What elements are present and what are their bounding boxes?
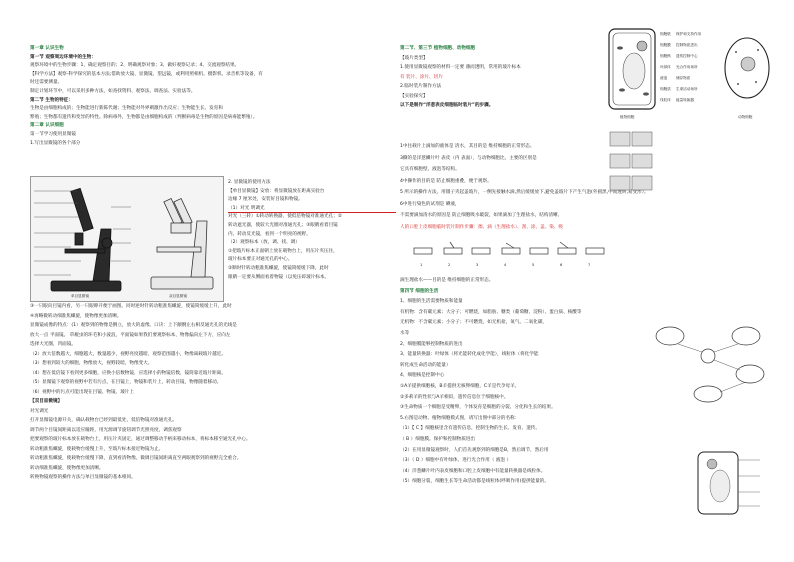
text-line: （2）放大倍数越大，细胞越大，数量越少，视野亮度越暗，观察范围越小，物像离载玻片越近。 xyxy=(30,351,226,357)
text-line: （6）视野中的污点可能出现在目镜、物镜、玻片上 xyxy=(30,389,134,395)
text-line: （4）洋葱鳞片叶内表皮细胞和口腔上皮细胞中有能量转换器是线粒体。 xyxy=(400,468,546,474)
text-line: 2. 显微镜的使用方法 xyxy=(228,180,271,185)
text-line: 第二节 生物的特征： xyxy=(30,97,73,103)
text-line: 显微镜成像的特点：(1）观察到的物像是倒立，放大的虚像。口诀：上下颠倒左右相反通光孔的光线是 xyxy=(30,323,237,328)
cell-part-label: 叶绿体 xyxy=(660,65,671,69)
text-line: （2）在用显微镜观察时，人们首先观察到的细胞是B，然后调节，然后用 xyxy=(400,447,549,453)
text-line: 把要观察的玻片标本放在载物台上，用压片夹固定，通过调整移动手柄来移动标本，将标本移至通光孔中心。 xyxy=(30,437,251,442)
text-line: 对光调光 xyxy=(30,408,49,414)
cell-part-function: 能量转换器 xyxy=(676,98,694,102)
bottom-cell-diagram xyxy=(690,448,770,520)
text-line: 边缘 7 厘米处，安装好目镜和物镜。 xyxy=(228,197,303,203)
text-line: 时还需要测量。 xyxy=(30,80,63,86)
step-number: 2 xyxy=(448,263,451,267)
text-line: 【实验探究】 xyxy=(400,93,428,99)
text-line: 6中进行染色的试剂是 碘液， xyxy=(400,201,460,207)
text-line: 观察环境中的生物步骤：1、确定观察目的；2、明确观察对象；3、做好观察记录；4、交流观察结果。 xyxy=(30,63,240,69)
microscope-figure xyxy=(30,176,224,302)
cell-part-label: 细胞壁 xyxy=(660,32,671,36)
text-line: ②顺时针转动粗准焦螺旋，使镜筒缓缓下降，此时 xyxy=(228,266,329,271)
cell-part-function: 遗传控制中心 xyxy=(676,54,698,58)
text-line: 4中操作的目的是 防止细胞重叠，便于观察。 xyxy=(400,178,492,184)
text-line: 1中往载片上滴加的液体是 清水，其目的是 维持细胞的正常形态。 xyxy=(400,144,535,149)
text-line: 转动遮光器，使较大光圈对准通光孔；③眼睛看着目镜 xyxy=(228,223,338,228)
text-line: （ B ）细胞膜。保护和控制物质进出 xyxy=(400,437,475,442)
step-number: 6 xyxy=(560,263,563,267)
text-line: ②多莉羊的性状与A羊相似，遗传信息位于细胞核中。 xyxy=(400,394,509,400)
text-line: 有机物：含有碳元素；大分子；可燃烧，如脂肪、糖类（葡萄糖、淀粉）、蛋白质、核酸等 xyxy=(400,309,582,315)
text-line: 【科学方法】观察-科学探究的基本方法;借助放大镜、显微镜、望远镜，或利用照相机、摄影机、录音机等设备，有 xyxy=(30,71,263,77)
step-number: 5 xyxy=(532,263,535,267)
animal-cell-caption: 动物细胞 xyxy=(738,115,753,119)
text-line: 转化成生命活动的能量） xyxy=(400,362,451,368)
text-line: 1.使用显微镜观察的材料一定要 薄而透明，常用的玻片标本 xyxy=(400,65,521,70)
text-line: 眼睛一定要从侧面看着物镜（以免压碎玻片标本。 xyxy=(228,274,330,280)
text-line: 2.临时装片制作方法 xyxy=(400,84,442,89)
text-line: 转动粗准焦螺旋，使载物台缓慢下降，直到看清物像。微调目镜间距离直至两眼观察到的视野完全重合。 xyxy=(30,456,242,461)
step-number: 7 xyxy=(588,263,591,267)
text-line: ①把玻片标本正面朝上放在载物台上，用压片夹压住， xyxy=(228,248,338,254)
text-line: 【单目显微镜】安放：将显微镜放在距离实验台 xyxy=(228,188,325,194)
text-line: ③一只眼向目镜内看，另一只眼睁开便于画图。同时逆时针转动粗准焦螺旋，使镜筒缓缓上升，此时 xyxy=(30,304,232,309)
text-line: （3）（ D ）细胞中有叶绿体，进行光合作用（ 液泡 ） xyxy=(400,458,512,464)
text-line: 第一章 认识生物 xyxy=(30,46,64,51)
text-line: 无机物：不含碳元素；小分子；不可燃烧，如无机盐、氧气、二氧化碳、 xyxy=(400,320,548,326)
text-line: （1）对光 明调光 xyxy=(228,206,396,213)
cell-part-label: 液泡 xyxy=(660,76,668,80)
text-line: 水等 xyxy=(400,331,410,336)
text-line: 第一节学习使用显微镜 xyxy=(30,132,76,137)
text-line: 有 装片、涂片、切片 xyxy=(400,74,443,80)
cheek-cell-steps-illustration xyxy=(410,240,610,262)
microscope-illustration xyxy=(31,177,223,301)
fig-caption-left: 单目显微镜 xyxy=(71,294,89,298)
text-line: 【双目显微镜】 xyxy=(30,399,63,404)
text-line: 不需要滴加清水的原因是 防止细胞吸水破裂，如果滴加了生理盐水，结构清晰。 xyxy=(400,213,563,218)
cell-part-function: 光合作用场所 xyxy=(676,65,698,69)
text-line: 制定计划环节中，可以采用多种方法，如查找资料、观察法、调查法、实验法等。 xyxy=(30,89,196,94)
text-line: 4、细胞核是控制中心 xyxy=(400,373,445,379)
text-line: 5.右图是动物、植物细胞模式图，请写出图中部分的名称： xyxy=(400,415,520,421)
text-line: 第二节、第三节 植物细胞、动物细胞 xyxy=(400,46,476,51)
text-line: 放大一点 平面镜。 草履虫的环毛和小波浪，平面镜如果我们要观察标本，物像偏向左下方，应向左 xyxy=(30,332,231,338)
text-line: 打开显微镜电源开关，确认载物台已经到最低处，低倍物镜对准通光孔。 xyxy=(30,418,178,423)
text-line: 第二章 认识细胞 xyxy=(30,123,64,129)
text-line: 【玻片类型】 xyxy=(400,55,428,61)
animal-cell-diagram xyxy=(722,34,772,102)
text-line: 3撕的是洋葱鳞片叶 表皮（内 表面），与动物细胞比，主要的区别是 xyxy=(400,155,537,161)
text-line: 3、能量转换器：叶绿体（将光能转化成化学能），线粒体（将化学能 xyxy=(400,352,539,358)
text-line: 它具有细胞壁、液泡等结构。 xyxy=(400,167,460,172)
text-line: 第一节 观察周边环境中的生物： xyxy=(30,54,96,60)
step-number: 1 xyxy=(420,263,423,267)
slide-step-images xyxy=(608,130,654,196)
text-line: 人的口腔上皮细胞临时装片制作步骤：擦、滴（生理盐水）、刮、涂、盖、染、吸 xyxy=(400,224,564,230)
text-line: 滴生理盐水——目的是 维持细胞的正常形态。 xyxy=(400,278,494,283)
text-line: 调节两个目镜间距离以适应瞳距，用光源调节旋钮调节光照亮度，调焦观察 xyxy=(30,427,182,433)
text-line: 转动粗准焦螺旋，使载物台缓慢上升，至玻片标本接近物镜为止。 xyxy=(30,446,164,452)
text-line: 转动细准焦螺旋，使物像更加清晰。 xyxy=(30,465,104,471)
text-line: 玻片标本要正对通光孔的中心。 xyxy=(228,257,293,263)
cell-part-label: 细胞膜 xyxy=(660,43,671,47)
text-line: 1.写出显微镜的各个部分 xyxy=(30,140,81,146)
text-line: 繁殖；生物都有遗传和变异的特性。除病毒外，生物都是由细胞构成的（判断病毒是生物的原因是病毒能繁殖）。 xyxy=(30,114,258,120)
text-line: （5）显微镜下观察的视野中若有污点，在目镜上，物镜和装片上，转动目镜，物像随着移动。 xyxy=(30,380,222,385)
cell-part-label: 细胞核 xyxy=(660,54,671,58)
text-line: 以下是制作“洋葱表皮细胞临时装片”的步骤。 xyxy=(400,103,494,108)
cell-part-label: 线粒体 xyxy=(660,98,671,102)
cell-part-label: 细胞质 xyxy=(660,87,671,91)
step-number: 3 xyxy=(476,263,479,267)
plant-cell-diagram xyxy=(606,26,658,114)
text-line: 5 所示的操作方法，用镊子夹起盖玻片，一侧先接触水滴,然后缓缓放下,避免盖玻片下产生气泡(外圆黑,中间透明,易变形）。 xyxy=(400,190,649,195)
cell-part-function: 生命活动场所 xyxy=(676,87,698,91)
cloning-diagram xyxy=(650,322,770,404)
text-line: ①A羊提供细胞核，B羊提供无核卵细胞，C羊是代孕母羊。 xyxy=(400,384,520,389)
text-line: 内，转动反光镜，看到一个明亮的视野。 xyxy=(228,231,311,237)
text-line: 2、细胞膜能够控制物质的进出 xyxy=(400,341,463,347)
text-line: （5）细胞分裂，细胞生长等生命活动都是线粒体(呼吸作用)提供能量的。 xyxy=(400,479,549,485)
text-line: 1、细胞的生活需要物质和能量 xyxy=(400,299,463,305)
text-line: （3）想看到较大的细胞，物像放大，视野较暗，物像变大。 xyxy=(30,361,153,366)
text-line: （1）【 C 】细胞核里含有遗传信息，控制生物的生长、发育、遗传。 xyxy=(400,426,540,432)
fig-caption-right: 双目显微镜 xyxy=(169,294,187,298)
cell-part-function: 控制物质进出 xyxy=(676,43,698,47)
text-line: ③生命物质一个细胞是受精卵，个体发育是细胞的分裂、分化和生长的结果。 xyxy=(400,405,556,411)
text-line: 转换物镜观察的操作方法与单目显微镜的基本相同。 xyxy=(30,475,136,480)
plant-cell-caption: 植物细胞 xyxy=(620,115,635,119)
text-line: （4）想在低倍镜下看到更多细胞，应换小倍数物镜，应选择小的物镜倍数，镜筒靠近玻片距离。 xyxy=(30,370,226,376)
text-line: 对光（三转）①转动转换器，使低倍物镜对准通光孔；② xyxy=(228,214,342,220)
text-line: ④再略微转动细准焦螺旋，使物像更加清晰。 xyxy=(30,313,122,319)
cell-part-function: 储存物质 xyxy=(676,76,691,80)
text-line: （2）观察标本（放、调、找、调） xyxy=(228,240,300,246)
text-line: 选择大光圈，凹面镜。 xyxy=(30,342,76,347)
text-line: 生物是由细胞构成的；生物能进行新陈代谢；生物能对外界刺激作出反应；生物能生长、发育和 xyxy=(30,106,223,112)
text-line: 第四节 细胞的生活 xyxy=(400,288,439,294)
cell-part-function: 保护和支持作用 xyxy=(676,32,702,36)
step-number: 4 xyxy=(504,263,507,267)
